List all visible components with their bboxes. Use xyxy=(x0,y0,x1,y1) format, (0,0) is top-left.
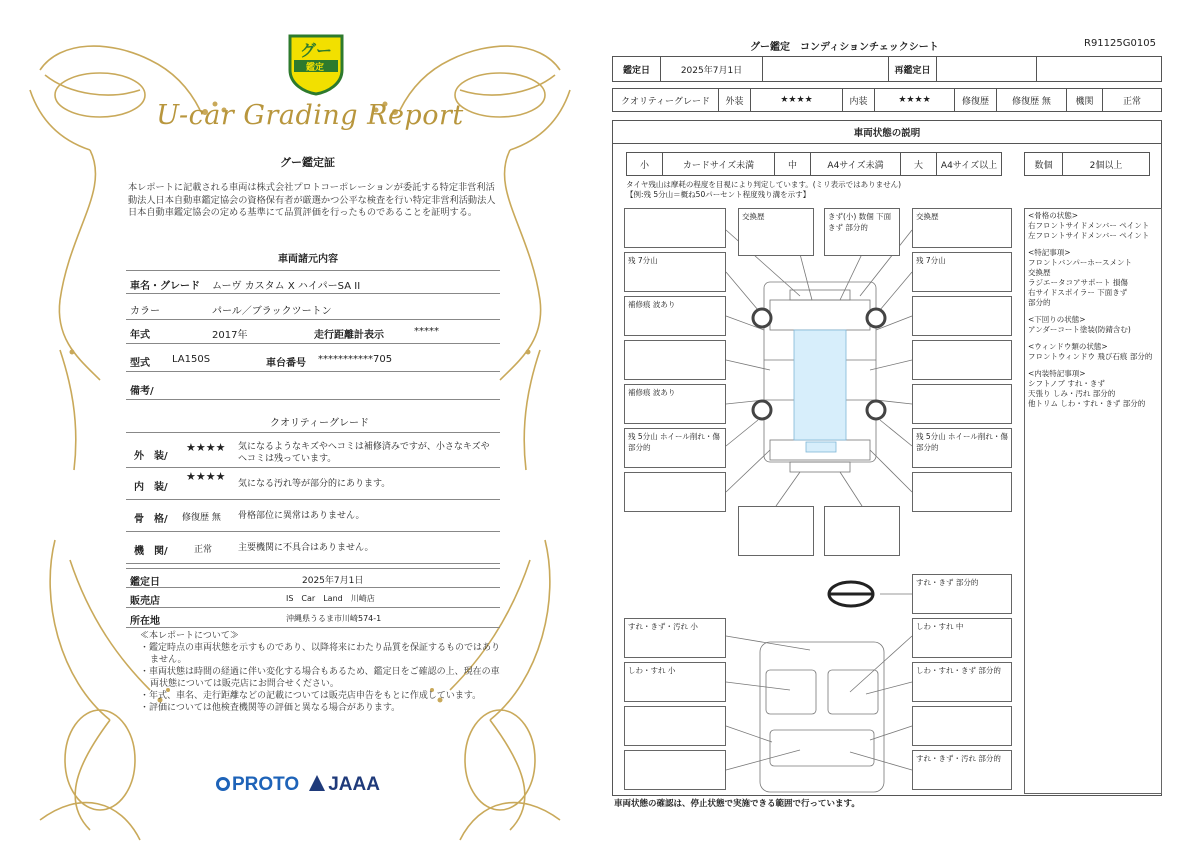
note-title: <骨格の状態> xyxy=(1028,211,1079,220)
proto-logo-text: PROTO xyxy=(232,774,300,795)
date-label: 鑑定日 xyxy=(613,57,661,81)
note-group-frame xyxy=(1028,211,1158,241)
quality-title: クオリティーグレード xyxy=(270,418,369,429)
certificate-body: 本レポートに記載される車両は株式会社プロトコーポレーションが委託する特定非営利活動法人日本自動車鑑定協会の資格保有者が厳選かつ公平な検査を行い特定非営利活動法人日本自動車鑑定協会の定める基準にて品質評価を行ったものであることを証明する。 xyxy=(128,182,496,218)
date-value: 2025年7月1日 xyxy=(661,57,763,81)
spec-value: パール／ブラックツートン xyxy=(212,306,332,317)
count-label: 数個 xyxy=(1025,153,1063,175)
comment-box: すれ・きず・汚れ 部分的 xyxy=(912,750,1012,790)
spec-label: 車台番号 xyxy=(266,358,306,369)
size-mid-desc: A4サイズ未満 xyxy=(811,153,901,175)
logo-text: グー xyxy=(300,41,333,60)
comment-box xyxy=(624,340,726,380)
address-value: 沖縄県うるま市川崎574-1 xyxy=(286,614,382,623)
spec-label: 型式 xyxy=(130,358,150,369)
comment-box xyxy=(912,706,1012,746)
note-line: 交換歴 xyxy=(1028,268,1051,277)
spec-label: 走行距離計表示 xyxy=(314,330,384,341)
spec-row-model xyxy=(126,344,500,372)
grade-desc: 気になる汚れ等が部分的にあります。 xyxy=(238,479,391,489)
spec-value: ムーヴ カスタム X ハイパーSA II xyxy=(212,281,361,292)
spec-row-year xyxy=(126,320,500,344)
dealer-value: IS Car Land 川崎店 xyxy=(286,594,375,603)
comment-box: 残 5分山 ホイール削れ・傷 部分的 xyxy=(624,428,726,468)
note-title: <内装特記事項> xyxy=(1028,369,1086,378)
spec-label: 備考/ xyxy=(130,386,154,397)
size-small-desc: カードサイズ未満 xyxy=(663,153,775,175)
comment-box xyxy=(738,506,814,556)
repair-value: 修復歴 無 xyxy=(997,89,1067,111)
tire-example: 【例:残 5分山＝概ね50パーセント程度残り溝を示す】 xyxy=(626,190,811,199)
spec-row-remarks xyxy=(126,372,500,400)
size-small: 小 xyxy=(627,153,663,175)
comment-box: しわ・すれ・きず 部分的 xyxy=(912,662,1012,702)
note-line: 部分的 xyxy=(1028,298,1051,307)
condition-check-sheet xyxy=(600,0,1200,848)
size-large-desc: A4サイズ以上 xyxy=(940,160,998,171)
comment-box xyxy=(624,706,726,746)
side-notes xyxy=(1024,208,1162,794)
count-desc: 2個以上 xyxy=(1089,160,1123,171)
comment-box xyxy=(624,472,726,512)
sheet-title: グー鑑定 コンディションチェックシート xyxy=(750,42,939,53)
report-notes xyxy=(140,630,500,714)
note-line: ラジエータコアサポート 損傷 xyxy=(1028,278,1128,287)
dealer-row xyxy=(126,588,500,608)
note-group-interior xyxy=(1028,369,1158,409)
exterior-label: 外装 xyxy=(719,89,751,111)
note-group-windows xyxy=(1028,342,1158,362)
grade-desc: 気になるようなキズやヘコミは補修済みですが、小さなキズやヘコミは残っています。 xyxy=(238,442,490,464)
spec-label: 年式 xyxy=(130,330,150,341)
comment-box: 交換歴 xyxy=(912,208,1012,248)
grade-value: 正常 xyxy=(194,545,213,555)
comment-box: 補修痕 波あり xyxy=(624,384,726,424)
explanation-title: 車両状態の説明 xyxy=(612,120,1162,144)
comment-box: 残 5分山 ホイール削れ・傷 部分的 xyxy=(912,428,1012,468)
notes-title: ≪本レポートについて≫ xyxy=(140,631,239,641)
sheet-code: R91125G0105 xyxy=(1084,38,1156,49)
note-title: <ウィンドウ類の状態> xyxy=(1028,342,1108,351)
redate-label: 再鑑定日 xyxy=(889,57,937,81)
grade-label: 内 装/ xyxy=(134,482,168,493)
comment-box: しわ・すれ 小 xyxy=(624,662,726,702)
proto-logo xyxy=(216,774,299,796)
grade-row-frame xyxy=(126,500,500,532)
note-item: ・車両状態は時間の経過に伴い変化する場合もあるため、鑑定日をご確認の上、現在の車両状態については販売店にお問合せください。 xyxy=(140,667,500,689)
engine-label: 機関 xyxy=(1067,89,1103,111)
spec-row-color xyxy=(126,294,500,320)
comment-box xyxy=(912,296,1012,336)
note-line: 右サイドスポイラー 下面きず xyxy=(1028,288,1128,297)
address-label: 所在地 xyxy=(130,616,160,627)
date-label: 鑑定日 xyxy=(130,577,160,588)
comment-box: 残 7分山 xyxy=(624,252,726,292)
grade-label: 外 装/ xyxy=(134,451,168,462)
comment-box: しわ・すれ 中 xyxy=(912,618,1012,658)
grade-row-exterior xyxy=(126,432,500,468)
comment-box xyxy=(912,472,1012,512)
note-line: シフトノブ すれ・きず xyxy=(1028,379,1105,388)
repair-label: 修復歴 xyxy=(955,89,997,111)
goo-kantei-logo xyxy=(286,30,346,96)
comment-box xyxy=(624,208,726,248)
interior-label: 内装 xyxy=(843,89,875,111)
comment-box: 補修痕 波あり xyxy=(624,296,726,336)
dealer-label: 販売店 xyxy=(130,596,160,607)
grade-stars: ★★★★ xyxy=(186,441,226,454)
spec-label: 車名・グレード xyxy=(130,281,200,292)
comment-box: 交換歴 xyxy=(738,208,814,256)
spec-label: カラー xyxy=(130,306,160,317)
grade-row-interior xyxy=(126,468,500,500)
comment-box xyxy=(912,384,1012,424)
note-item: ・評価については他検査機関等の評価と異なる場合があります。 xyxy=(140,703,401,713)
quality-label: クオリティーグレード xyxy=(613,89,719,111)
note-line: 右フロントサイドメンバー ペイント xyxy=(1028,221,1150,230)
size-large: 大 xyxy=(901,153,937,175)
bottom-note: 車両状態の確認は、停止状態で実施できる範囲で行っています。 xyxy=(614,799,860,809)
note-line: 他トリム しわ・すれ・きず 部分的 xyxy=(1028,399,1146,408)
grade-desc: 主要機関に不具合はありません。 xyxy=(238,543,374,553)
exterior-stars: ★★★★ xyxy=(751,89,843,111)
engine-value: 正常 xyxy=(1122,96,1141,107)
comment-box xyxy=(824,506,900,556)
note-line: アンダーコート塗装(防錆含む) xyxy=(1028,325,1131,334)
size-mid: 中 xyxy=(775,153,811,175)
spec-value: ***********705 xyxy=(318,354,393,365)
date-value: 2025年7月1日 xyxy=(302,576,364,586)
grade-value: 修復歴 無 xyxy=(182,513,221,523)
note-line: 天張り しみ・汚れ 部分的 xyxy=(1028,389,1116,398)
comment-box xyxy=(624,750,726,790)
report-script-title: U-car Grading Report xyxy=(156,100,464,131)
specs-table xyxy=(126,270,500,400)
footer-logos xyxy=(216,770,380,800)
spec-value: LA150S xyxy=(172,354,211,365)
tire-note: タイヤ残山は摩耗の程度を目視により判定しています。(ミリ表示ではありません) xyxy=(626,180,902,189)
note-line: フロントウィンドウ 飛び石痕 部分的 xyxy=(1028,352,1153,361)
interior-stars: ★★★★ xyxy=(875,89,955,111)
certificate-heading: グー鑑定証 xyxy=(280,156,335,169)
note-item: ・鑑定時点の車両状態を示すものであり、以降将来にわたり品質を保証するものではありません。 xyxy=(140,643,501,665)
spec-value: 2017年 xyxy=(212,330,248,341)
spec-row-name xyxy=(126,270,500,294)
grade-stars: ★★★★ xyxy=(186,470,226,483)
jaaa-logo xyxy=(309,774,380,796)
comment-box: すれ・きず・汚れ 小 xyxy=(624,618,726,658)
note-line: 左フロントサイドメンバー ペイント xyxy=(1028,231,1150,240)
grade-label: 機 関/ xyxy=(134,546,168,557)
note-title: <下回りの状態> xyxy=(1028,315,1086,324)
note-group-underbody xyxy=(1028,315,1158,335)
note-item: ・年式、車名、走行距離などの記載については販売店申告をもとに作成しています。 xyxy=(140,691,482,701)
note-group-special xyxy=(1028,248,1158,308)
date-row xyxy=(126,568,500,588)
grade-row-engine xyxy=(126,532,500,564)
comment-box: 残 7分山 xyxy=(912,252,1012,292)
note-line: フロントバンパーホースメント xyxy=(1028,258,1132,267)
jaaa-logo-text: JAAA xyxy=(328,774,380,795)
grade-desc: 骨格部位に異常はありません。 xyxy=(238,511,365,521)
specs-title: 車両諸元内容 xyxy=(278,254,338,265)
logo-sub: 鑑定 xyxy=(306,63,325,73)
grade-label: 骨 格/ xyxy=(134,514,168,525)
comment-box: すれ・きず 部分的 xyxy=(912,574,1012,614)
note-title: <特記事項> xyxy=(1028,248,1071,257)
address-row xyxy=(126,608,500,628)
spec-value: ***** xyxy=(414,326,439,337)
comment-box: きず(小) 数個 下面きず 部分的 xyxy=(824,208,900,256)
comment-box xyxy=(912,340,1012,380)
